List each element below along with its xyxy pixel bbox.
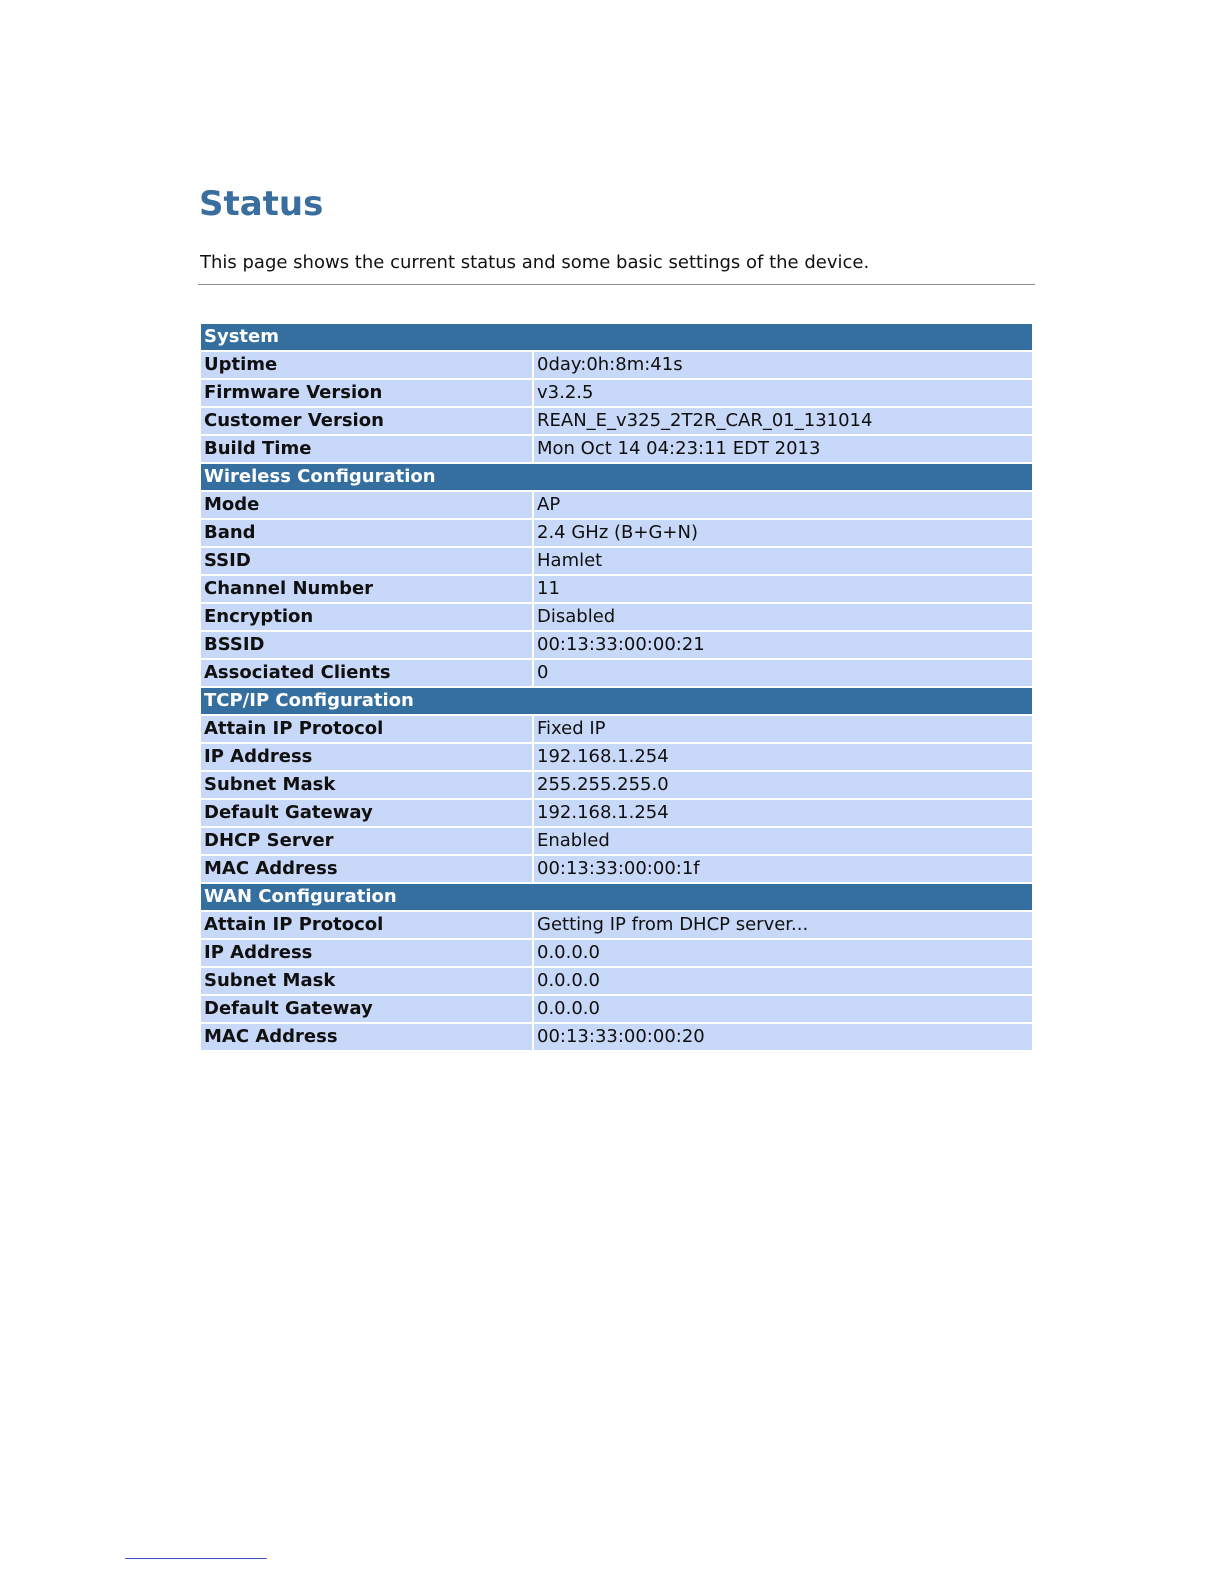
row-label: Channel Number	[201, 576, 532, 602]
table-row	[201, 912, 1032, 938]
status-table-body	[201, 324, 1032, 1050]
page-title: Status	[199, 184, 324, 224]
table-row	[201, 520, 1032, 546]
section-title: System	[201, 324, 1032, 350]
table-row	[201, 968, 1032, 994]
table-row	[201, 576, 1032, 602]
row-value: 0day:0h:8m:41s	[534, 352, 1032, 378]
section-title: WAN Configuration	[201, 884, 1032, 910]
section-header-wireless-configuration	[201, 464, 1032, 490]
row-label: IP Address	[201, 744, 532, 770]
row-value: 0.0.0.0	[534, 996, 1032, 1022]
row-label: Encryption	[201, 604, 532, 630]
table-row	[201, 716, 1032, 742]
table-row	[201, 856, 1032, 882]
row-label: IP Address	[201, 940, 532, 966]
row-label: SSID	[201, 548, 532, 574]
row-label: BSSID	[201, 632, 532, 658]
row-label: Default Gateway	[201, 996, 532, 1022]
table-row	[201, 660, 1032, 686]
row-label: Band	[201, 520, 532, 546]
row-label: MAC Address	[201, 1024, 532, 1050]
row-value: Mon Oct 14 04:23:11 EDT 2013	[534, 436, 1032, 462]
section-header-tcp-ip-configuration	[201, 688, 1032, 714]
row-label: Attain IP Protocol	[201, 716, 532, 742]
row-value: AP	[534, 492, 1032, 518]
table-row	[201, 1024, 1032, 1050]
status-table	[199, 322, 1034, 1052]
row-value: Fixed IP	[534, 716, 1032, 742]
row-label: Associated Clients	[201, 660, 532, 686]
section-header-system	[201, 324, 1032, 350]
row-value: 0.0.0.0	[534, 968, 1032, 994]
table-row	[201, 408, 1032, 434]
row-label: Subnet Mask	[201, 772, 532, 798]
table-row	[201, 772, 1032, 798]
row-value: Disabled	[534, 604, 1032, 630]
row-value: 0	[534, 660, 1032, 686]
row-label: MAC Address	[201, 856, 532, 882]
row-value: 00:13:33:00:00:1f	[534, 856, 1032, 882]
row-value: 192.168.1.254	[534, 800, 1032, 826]
row-value: 11	[534, 576, 1032, 602]
row-value: v3.2.5	[534, 380, 1032, 406]
row-label: Build Time	[201, 436, 532, 462]
table-row	[201, 744, 1032, 770]
section-title: Wireless Configuration	[201, 464, 1032, 490]
row-value: Hamlet	[534, 548, 1032, 574]
table-row	[201, 996, 1032, 1022]
row-value: 192.168.1.254	[534, 744, 1032, 770]
row-label: Default Gateway	[201, 800, 532, 826]
page-description: This page shows the current status and some basic settings of the device.	[200, 252, 870, 273]
row-label: Subnet Mask	[201, 968, 532, 994]
row-value: 255.255.255.0	[534, 772, 1032, 798]
table-row	[201, 352, 1032, 378]
table-row	[201, 436, 1032, 462]
table-row	[201, 940, 1032, 966]
row-value: 2.4 GHz (B+G+N)	[534, 520, 1032, 546]
row-label: Firmware Version	[201, 380, 532, 406]
row-label: Mode	[201, 492, 532, 518]
table-row	[201, 380, 1032, 406]
table-row	[201, 492, 1032, 518]
table-row	[201, 800, 1032, 826]
section-title: TCP/IP Configuration	[201, 688, 1032, 714]
row-value: 00:13:33:00:00:20	[534, 1024, 1032, 1050]
section-header-wan-configuration	[201, 884, 1032, 910]
table-row	[201, 632, 1032, 658]
divider	[198, 284, 1035, 285]
row-label: DHCP Server	[201, 828, 532, 854]
table-row	[201, 548, 1032, 574]
row-value: Enabled	[534, 828, 1032, 854]
row-label: Customer Version	[201, 408, 532, 434]
row-value: Getting IP from DHCP server...	[534, 912, 1032, 938]
row-label: Attain IP Protocol	[201, 912, 532, 938]
row-value: 00:13:33:00:00:21	[534, 632, 1032, 658]
row-label: Uptime	[201, 352, 532, 378]
table-row	[201, 828, 1032, 854]
footnote-rule	[125, 1558, 267, 1559]
row-value: REAN_E_v325_2T2R_CAR_01_131014	[534, 408, 1032, 434]
row-value: 0.0.0.0	[534, 940, 1032, 966]
table-row	[201, 604, 1032, 630]
